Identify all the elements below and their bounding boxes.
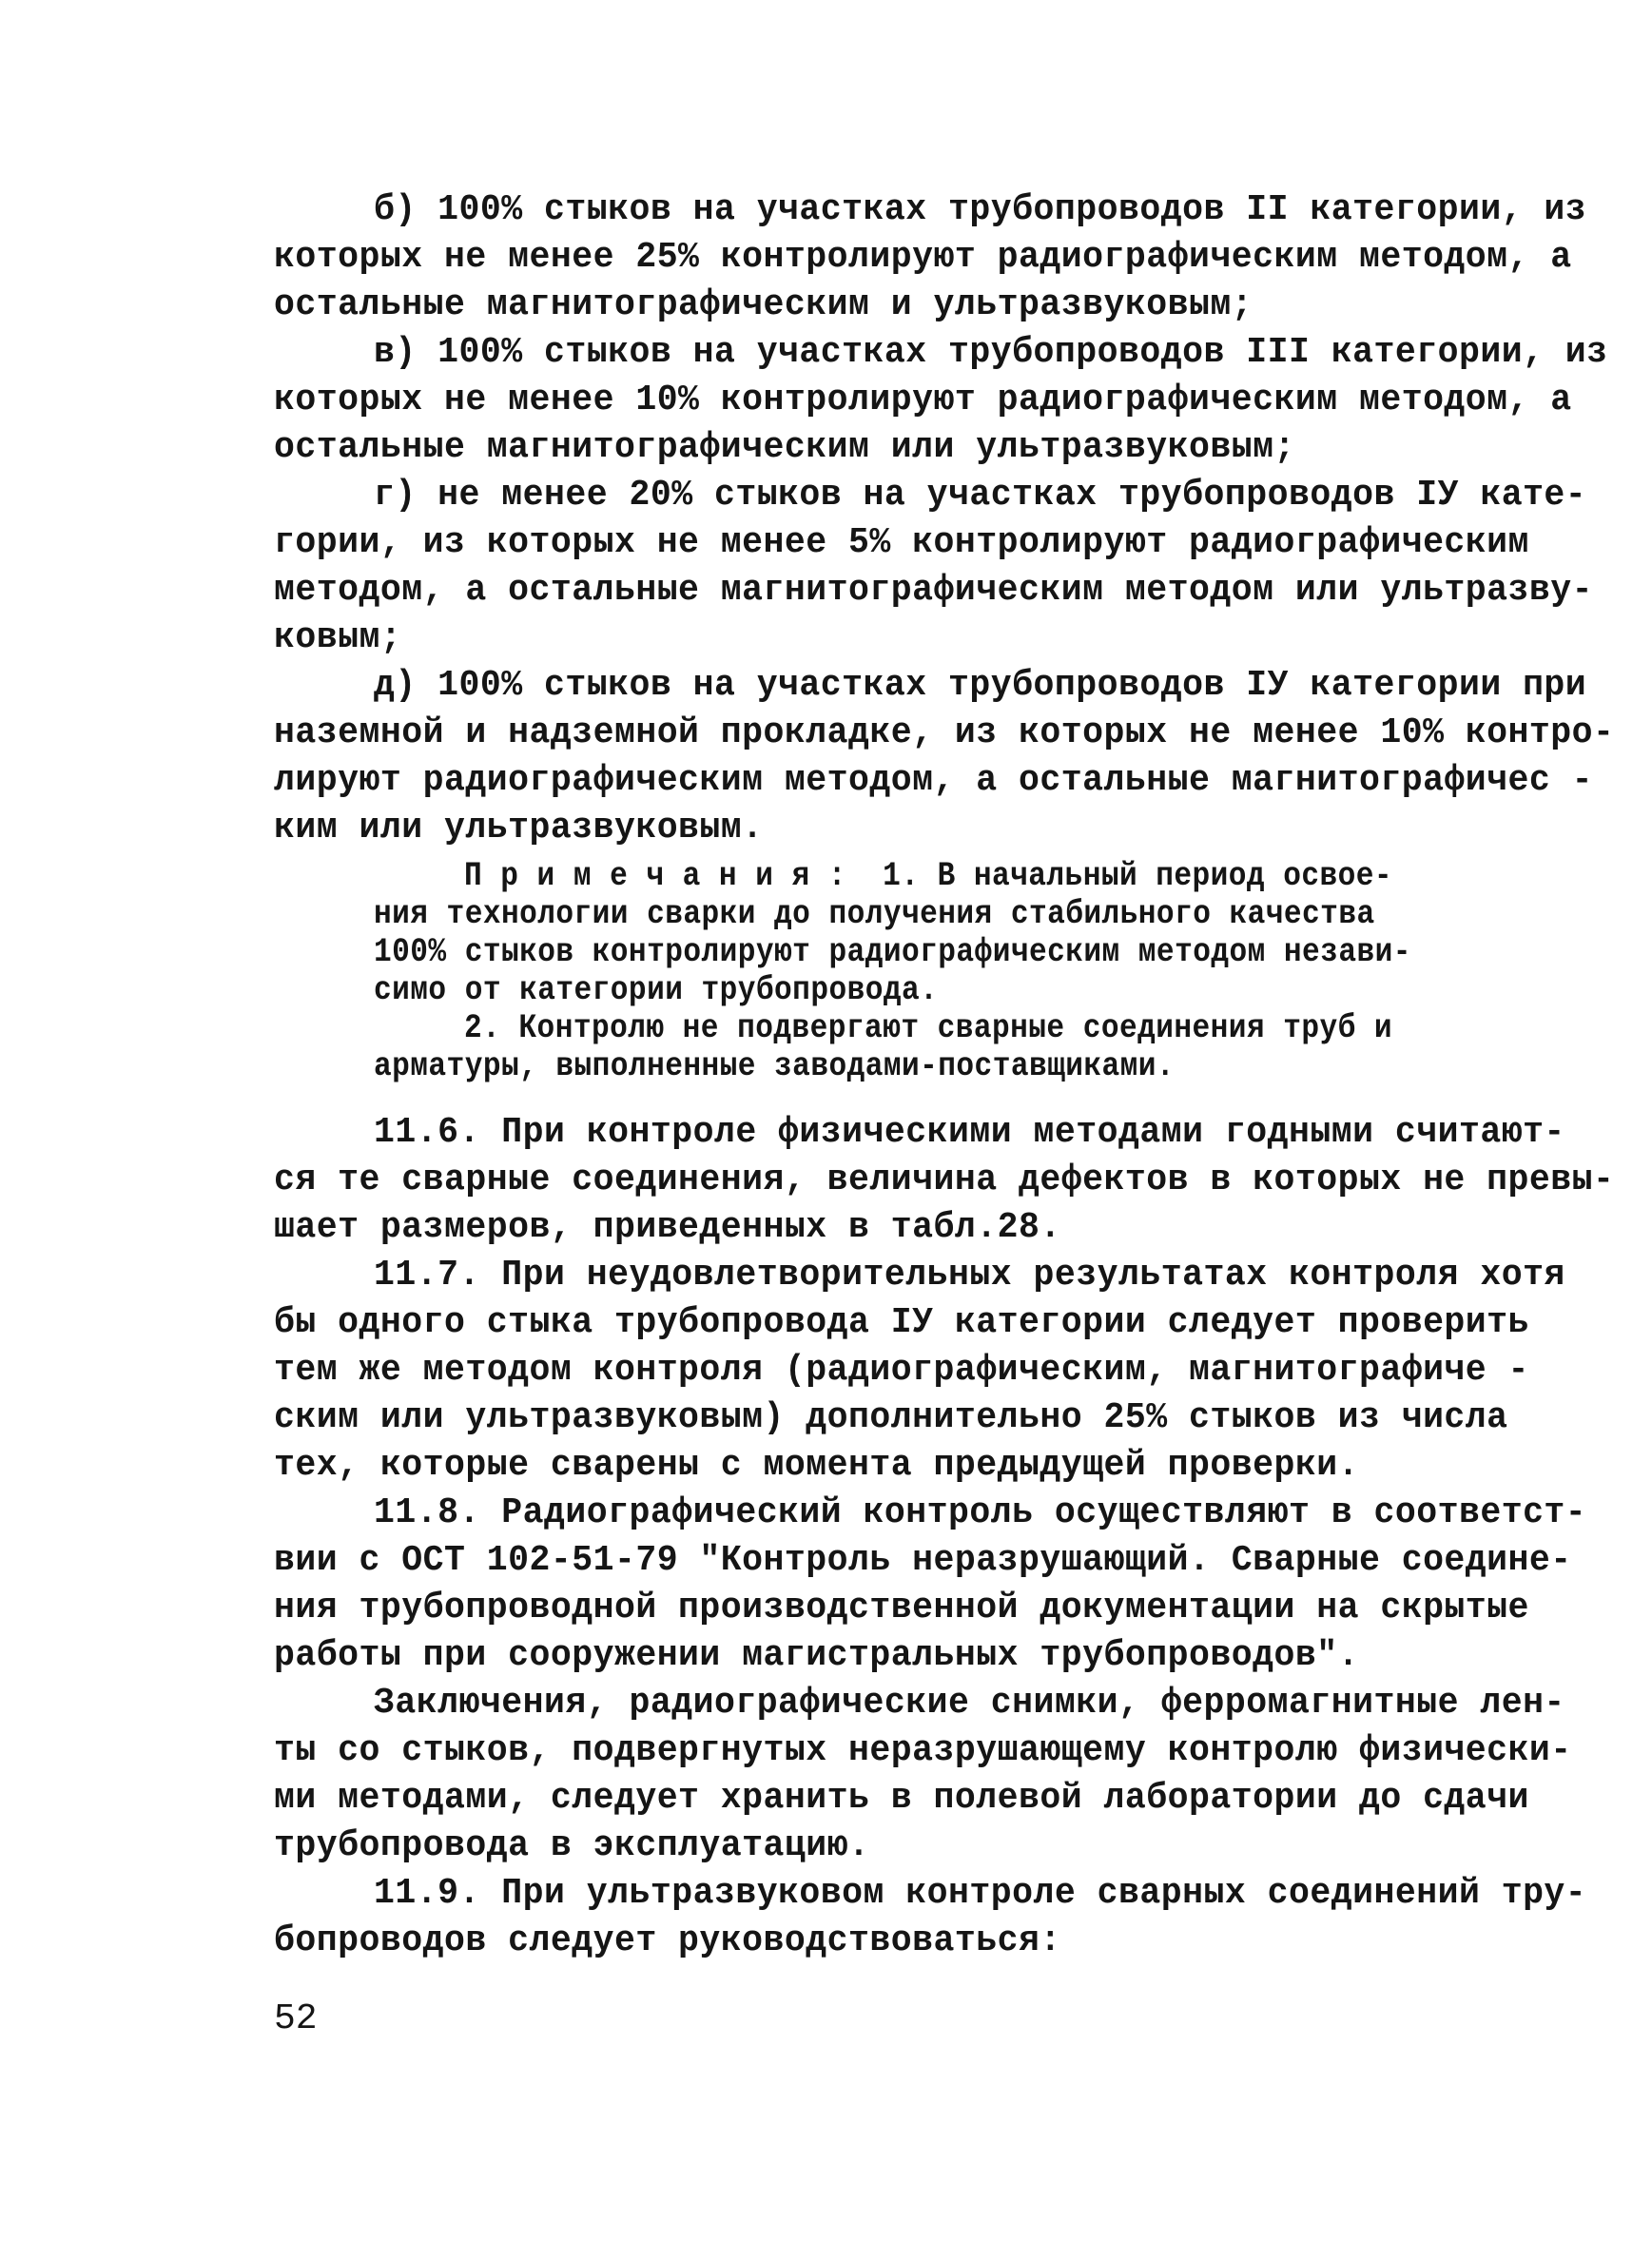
text-line: Заключения, радиографические снимки, ферромагнитные лен- xyxy=(374,1683,1565,1724)
text-line: методом, а остальные магнитографическим методом или ультразву- xyxy=(274,570,1594,611)
text-line: трубопровода в эксплуатацию. xyxy=(274,1825,870,1866)
text-line: ким или ультразвуковым. xyxy=(274,808,764,848)
text-line: работы при сооружении магистральных трубопроводов". xyxy=(274,1635,1359,1676)
text-line: ты со стыков, подвергнутых неразрушающему контролю физически- xyxy=(274,1730,1572,1771)
text-line: тех, которые сварены с момента предыдущей проверки. xyxy=(274,1445,1359,1486)
text-line: гории, из которых не менее 5% контролируют радиографическим xyxy=(274,522,1529,563)
text-line: наземной и надземной прокладке, из которых не менее 10% контро- xyxy=(274,712,1615,753)
text-line: остальные магнитографическим или ультразвуковым; xyxy=(274,427,1295,468)
text-line: которых не менее 10% контролируют радиографическим методом, а xyxy=(274,380,1572,420)
text-line: бопроводов следует руководствоваться: xyxy=(274,1920,1061,1961)
text-line: ния трубопроводной производственной документации на скрытые xyxy=(274,1588,1529,1628)
text-line: д) 100% стыков на участках трубопроводов IУ категории при xyxy=(374,665,1587,706)
note-line: симо от категории трубопровода. xyxy=(374,971,939,1009)
note-line: ния технологии сварки до получения стабильного качества xyxy=(374,895,1375,933)
text-line: 11.8. Радиографический контроль осуществляют в соответст- xyxy=(374,1492,1587,1533)
text-line: ми методами, следует хранить в полевой лаборатории до сдачи xyxy=(274,1778,1529,1819)
text-line: тем же методом контроля (радиографическим, магнитографиче - xyxy=(274,1350,1529,1391)
page-number: 52 xyxy=(274,1998,318,2039)
note-line: арматуры, выполненные заводами-поставщиками. xyxy=(374,1047,1176,1085)
text-line: которых не менее 25% контролируют радиографическим методом, а xyxy=(274,237,1572,278)
text-line: 11.6. При контроле физическими методами годными считают- xyxy=(374,1112,1565,1153)
text-line: бы одного стыка трубопровода IУ категории следует проверить xyxy=(274,1302,1529,1343)
text-line: лируют радиографическим методом, а остальные магнитографичес - xyxy=(274,760,1594,801)
text-line: вии с ОСТ 102-51-79 "Контроль неразрушающий. Сварные соедине- xyxy=(274,1540,1572,1581)
text-line: 11.7. При неудовлетворительных результатах контроля хотя xyxy=(374,1255,1565,1296)
text-line: г) не менее 20% стыков на участках трубопроводов IУ кате- xyxy=(374,475,1587,516)
text-line: ся те сварные соединения, величина дефектов в которых не превы- xyxy=(274,1160,1615,1200)
text-line: ковым; xyxy=(274,617,402,658)
text-line: б) 100% стыков на участках трубопроводов II категории, из xyxy=(374,189,1587,230)
text-line: остальные магнитографическим и ультразвуковым; xyxy=(274,284,1254,325)
text-line: в) 100% стыков на участках трубопроводов III категории, из xyxy=(374,332,1608,373)
text-line: шает размеров, приведенных в табл.28. xyxy=(274,1207,1061,1248)
note-line: П р и м е ч а н и я : 1. В начальный период освое- xyxy=(464,857,1393,895)
text-line: ским или ультразвуковым) дополнительно 25% стыков из числа xyxy=(274,1397,1508,1438)
note-line: 2. Контролю не подвергают сварные соединения труб и xyxy=(464,1009,1393,1047)
note-line: 100% стыков контролируют радиографическим методом незави- xyxy=(374,933,1411,971)
text-line: 11.9. При ультразвуковом контроле сварных соединений тру- xyxy=(374,1873,1587,1914)
